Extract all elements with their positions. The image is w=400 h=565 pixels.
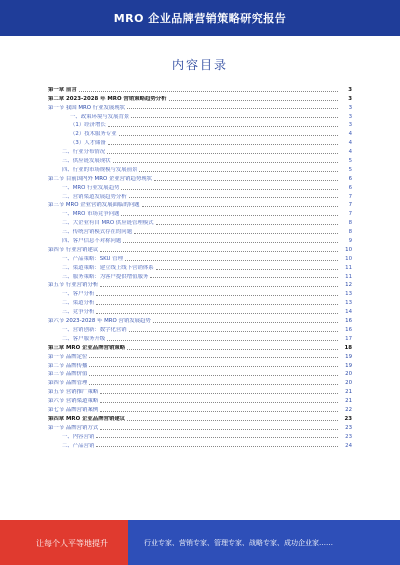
toc-entry-label: 二、营销渠道发展趋势分析 (62, 193, 127, 200)
toc-entry-label: 二、行业分布情况 (62, 149, 106, 156)
toc-entry-page: 8 (348, 220, 352, 227)
toc-leader-dots (89, 384, 338, 385)
toc-leader-dots (142, 206, 338, 207)
toc-entry[interactable] (48, 164, 352, 173)
toc-entry-page: 9 (348, 238, 352, 245)
toc-entry-page: 19 (345, 353, 352, 360)
toc-entry-label: （1）经济增长 (70, 122, 106, 129)
toc-entry-label: 第五节 行业营销分析 (48, 282, 99, 289)
toc-entry-page: 24 (345, 442, 352, 449)
toc-entry-page: 20 (345, 380, 352, 387)
toc-entry[interactable] (48, 369, 352, 378)
toc-entry[interactable] (48, 120, 352, 129)
toc-entry-page: 4 (348, 140, 352, 147)
toc-entry-page: 21 (345, 398, 352, 405)
toc-entry-page: 23 (344, 415, 352, 422)
toc-leader-dots (113, 162, 338, 163)
toc-entry[interactable] (48, 431, 352, 440)
toc-leader-dots (129, 197, 338, 198)
toc-entry-label: 第六节 2023-2028 年 MRO 营销发展趋势 (48, 318, 151, 325)
toc-entry[interactable] (48, 208, 352, 217)
toc-entry[interactable] (48, 297, 352, 306)
toc-entry-label: 三、传统营销模式存在的问题 (62, 229, 133, 236)
toc-entry-page: 14 (345, 309, 352, 316)
toc-leader-dots (100, 251, 338, 252)
toc-entry[interactable] (48, 315, 352, 324)
toc-entry-label: 一、内容营销 (62, 433, 95, 440)
toc-entry[interactable] (48, 235, 352, 244)
toc-leader-dots (153, 322, 338, 323)
toc-entry-page: 11 (345, 264, 352, 271)
toc-entry[interactable] (48, 226, 352, 235)
toc-entry-page: 10 (345, 255, 352, 262)
toc-entry-page: 6 (348, 175, 352, 182)
toc-entry-label: 三、供应链发展现状 (62, 158, 111, 165)
toc-leader-dots (100, 286, 338, 287)
toc-entry-label: 一、营销创新：数字化营销 (62, 326, 127, 333)
toc-entry-label: 第二节 目前国内外 MRO 企业营销趋势现状 (48, 175, 153, 182)
toc-entry-page: 8 (348, 229, 352, 236)
toc-entry[interactable] (48, 262, 352, 271)
toc-entry[interactable] (48, 377, 352, 386)
toc-leader-dots (89, 375, 338, 376)
footer-right-panel (128, 520, 400, 565)
toc-leader-dots (134, 233, 338, 234)
toc-entry[interactable] (48, 182, 352, 191)
toc-entry-label: 第五节 营销推广策略 (48, 389, 99, 396)
toc-entry[interactable] (48, 422, 352, 431)
toc-leader-dots (89, 366, 338, 367)
toc-entry[interactable] (48, 173, 352, 182)
toc-leader-dots (100, 393, 338, 394)
footer-experts-text: 行业专家、营销专家、管理专家、战略专家、成功企业家…… (144, 539, 333, 547)
footer-left-panel (0, 520, 128, 565)
toc-entry[interactable] (48, 146, 352, 155)
toc-entry-page: 3 (348, 86, 352, 93)
toc-entry-page: 16 (345, 318, 352, 325)
toc-entry-label: 第四章 MRO 企业品牌营销建议 (48, 415, 126, 422)
toc-entry-page: 7 (348, 202, 352, 209)
toc-leader-dots (96, 446, 338, 447)
toc-entry[interactable] (48, 342, 352, 351)
toc-entry-page: 22 (345, 406, 352, 413)
toc-entry[interactable] (48, 306, 352, 315)
toc-entry-page: 19 (345, 362, 352, 369)
toc-entry-label: 二、客户服务升级 (62, 335, 106, 342)
toc-entry-label: 第六节 营销渠道策略 (48, 398, 99, 405)
toc-leader-dots (119, 135, 338, 136)
toc-leader-dots (127, 108, 338, 109)
toc-entry-label: 二、渠道分析 (62, 300, 95, 307)
toc-leader-dots (107, 153, 338, 154)
toc-entry[interactable] (48, 155, 352, 164)
toc-entry[interactable] (48, 253, 352, 262)
toc-entry-label: 第四节 行业营销建议 (48, 246, 99, 253)
toc-leader-dots (108, 144, 338, 145)
toc-entry[interactable] (48, 93, 352, 102)
toc-entry-label: 一、MRO 市场竞争问题 (62, 211, 120, 218)
toc-entry-page: 18 (344, 344, 352, 351)
toc-entry-page: 21 (345, 389, 352, 396)
toc-leader-dots (123, 242, 338, 243)
toc-entry-page: 6 (348, 184, 352, 191)
toc-entry-page: 16 (345, 326, 352, 333)
toc-entry-label: 第一节 品牌营销方式 (48, 424, 99, 431)
toc-leader-dots (127, 420, 338, 421)
toc-entry[interactable] (48, 200, 352, 209)
toc-entry[interactable] (48, 111, 352, 120)
toc-leader-dots (139, 171, 338, 172)
toc-entry-page: 3 (348, 95, 352, 102)
toc-entry-label: 一、MRO 行业发展趋势 (62, 184, 120, 191)
toc-leader-dots (96, 304, 338, 305)
toc-entry[interactable] (48, 271, 352, 280)
toc-entry-page: 5 (348, 158, 352, 165)
toc-entry-page: 23 (345, 433, 352, 440)
toc-entry-page: 3 (348, 113, 352, 120)
toc-title: 内容目录 (171, 58, 228, 72)
toc-entry-label: 第二章 2023-2028 年 MRO 营销策略趋势分析 (48, 95, 167, 102)
toc-entry-label: 二、产品营销 (62, 442, 95, 449)
toc-entry-label: 第一章 前言 (48, 86, 77, 93)
footer-banner (0, 520, 400, 565)
toc-entry[interactable] (48, 128, 352, 137)
toc-entry-page: 23 (345, 424, 352, 431)
toc-entry-label: 一、产品策略：SKU 管理 (62, 255, 123, 262)
toc-entry-label: 三、竞争分析 (62, 309, 95, 316)
toc-entry[interactable] (48, 386, 352, 395)
toc-entry-page: 3 (348, 122, 352, 129)
toc-leader-dots (150, 277, 338, 278)
toc-entry-label: （3）人才储备 (70, 140, 106, 147)
toc-entry-label: 第一节 我国 MRO 行业发展现状 (48, 104, 126, 111)
toc-entry[interactable] (48, 413, 352, 422)
toc-entry-page: 13 (345, 300, 352, 307)
toc-entry[interactable] (48, 360, 352, 369)
toc-entry-label: 第七节 品牌营销案例 (48, 406, 99, 413)
toc-leader-dots (121, 215, 338, 216)
toc-entry-label: 一、政策环境与发展背景 (70, 113, 130, 120)
toc-leader-dots (96, 437, 338, 438)
toc-entry-label: 四、行业的市场规模与发展前景 (62, 166, 138, 173)
toc-leader-dots (89, 357, 338, 358)
toc-entry[interactable] (48, 137, 352, 146)
toc-entry-page: 4 (348, 149, 352, 156)
footer-slogan: 让每个人平等地提升 (36, 539, 108, 548)
toc-leader-dots (100, 429, 338, 430)
toc-entry-label: 二、大企业有自 MRO 供应链管理模式 (62, 220, 154, 227)
report-header (0, 0, 400, 36)
table-of-contents (48, 84, 352, 449)
toc-leader-dots (156, 269, 338, 270)
toc-entry-page: 10 (345, 246, 352, 253)
toc-entry[interactable] (48, 102, 352, 111)
toc-entry-label: 第三章 MRO 企业品牌营销策略 (48, 344, 126, 351)
toc-entry-page: 11 (345, 273, 352, 280)
toc-entry[interactable] (48, 395, 352, 404)
toc-entry[interactable] (48, 351, 352, 360)
toc-entry-label: 第二节 品牌传播 (48, 362, 88, 369)
toc-entry[interactable] (48, 333, 352, 342)
toc-leader-dots (107, 340, 338, 341)
toc-entry[interactable] (48, 404, 352, 413)
toc-entry[interactable] (48, 244, 352, 253)
toc-leader-dots (108, 126, 338, 127)
toc-leader-dots (156, 224, 338, 225)
toc-entry[interactable] (48, 324, 352, 333)
toc-entry-page: 3 (348, 104, 352, 111)
toc-entry-label: 四、客户信息不对称问题 (62, 238, 122, 245)
toc-entry-page: 20 (345, 371, 352, 378)
toc-entry-label: 一、客户分析 (62, 291, 95, 298)
toc-entry-label: 第一节 品牌定位 (48, 353, 88, 360)
toc-leader-dots (129, 331, 338, 332)
toc-entry-page: 4 (348, 131, 352, 138)
toc-leader-dots (96, 295, 338, 296)
toc-entry[interactable] (48, 191, 352, 200)
toc-leader-dots (127, 349, 338, 350)
toc-leader-dots (169, 100, 338, 101)
toc-entry-page: 17 (345, 335, 352, 342)
toc-entry[interactable] (48, 280, 352, 289)
toc-entry-label: 二、渠道策略：建立线上线下营销体系 (62, 264, 154, 271)
toc-entry[interactable] (48, 84, 352, 93)
toc-entry[interactable] (48, 217, 352, 226)
toc-entry-label: 第四节 品牌管理 (48, 380, 88, 387)
toc-leader-dots (79, 91, 338, 92)
toc-entry-page: 5 (348, 166, 352, 173)
toc-entry-label: 第三节 品牌价值 (48, 371, 88, 378)
toc-entry-label: 三、服务策略：为客户提供增值服务 (62, 273, 149, 280)
toc-leader-dots (131, 117, 338, 118)
toc-entry-page: 12 (345, 282, 352, 289)
toc-entry-page: 7 (348, 193, 352, 200)
toc-entry[interactable] (48, 440, 352, 449)
toc-leader-dots (154, 180, 338, 181)
toc-entry-page: 7 (348, 211, 352, 218)
toc-leader-dots (121, 189, 338, 190)
toc-leader-dots (100, 411, 338, 412)
report-title: MRO 企业品牌营销策略研究报告 (113, 12, 287, 25)
toc-leader-dots (125, 260, 338, 261)
toc-entry[interactable] (48, 288, 352, 297)
toc-entry-page: 13 (345, 291, 352, 298)
toc-leader-dots (100, 402, 338, 403)
toc-entry-label: 第三节 MRO 企业营销发展面临的问题 (48, 202, 140, 209)
toc-leader-dots (96, 313, 338, 314)
toc-entry-label: （2）技术服务专业 (70, 131, 117, 138)
